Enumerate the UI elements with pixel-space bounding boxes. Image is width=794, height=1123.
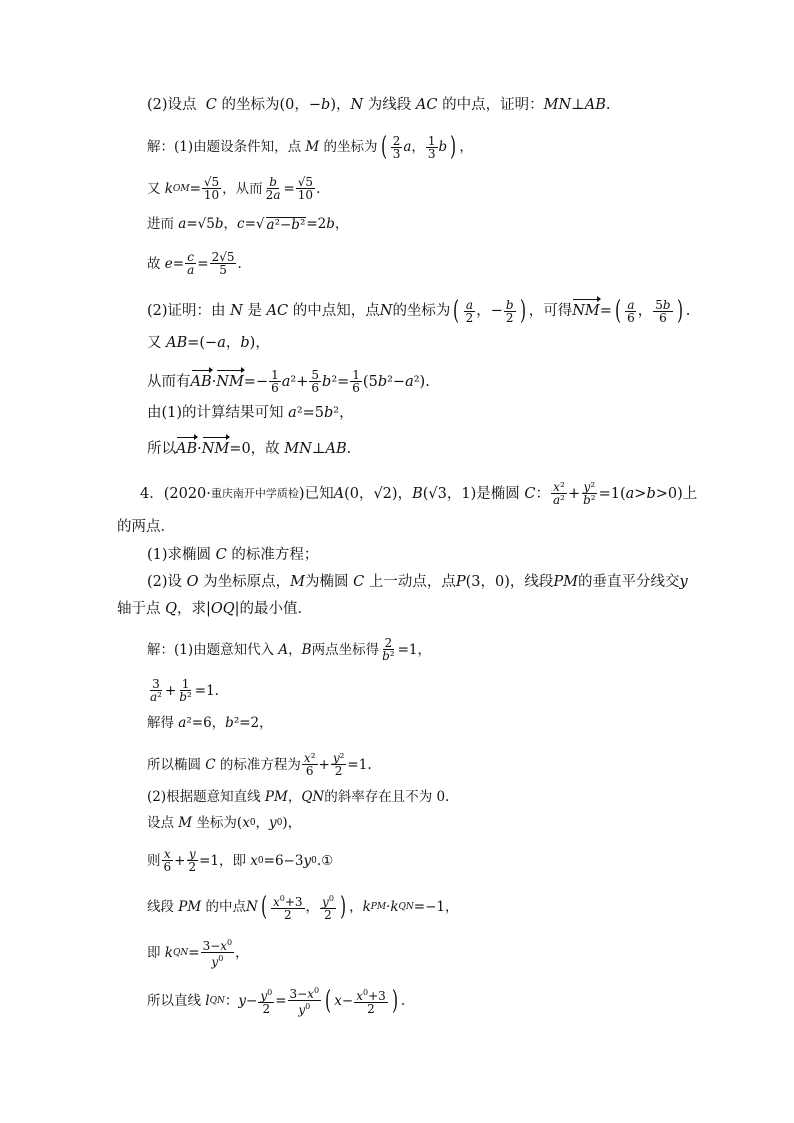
text-line: 解得 a ²=6， b ²=2， [147,715,273,731]
text-line: 则 $\frac{x}{6}$ + $\frac{y}{2}$ =1，即 x 0 =6−3 y 0 .① [147,847,334,874]
text-line: 的两点． [117,519,175,535]
text-line: 即 k QN = $\frac{3-x^0}{y^0}$ ， [147,938,249,969]
text-line: 线段 PM 的中点 N ( $\frac{x^0+3}{2}$ ， $\frac{y^0}{2}$ ) ， k PM · k QN =−1， [147,892,459,922]
text-line: 轴于点 Q ，求| OQ |的最小值． [117,601,313,617]
text-line: 设点 M 坐标为( x 0 ， y 0 )， [147,815,302,831]
text-line: 所以 AB · NM =0，故 MN ⊥ AB . [147,441,352,457]
text-line: 进而 a =√5 b ， c =√ a²−b² =2 b ， [147,216,349,233]
text-line: (2)根据题意知直线 PM ， QN 的斜率存在且不为 0. [147,789,450,805]
text-line: 从而有 AB · NM =− $\frac{1}{6}$ a ²+ $\frac{5}{6}$ b ²= $\frac{1}{6}$ (5 b ²− a ²). [147,368,430,395]
text-line: 解：(1)由题意知代入 A ， B 两点坐标得 $\frac{2}{\text{b²}}$ =1， [147,636,431,663]
text-line: 故 e = $\frac{c}{a}$ = $\frac{2√5}{5}$ . [147,250,242,277]
text-line: 所以直线 l QN ： y − $\frac{y^0}{2}$ = $\frac{3-x^0}{y^0}$ ( x − $\frac{x^0+3}{2}$ ) . [147,985,406,1017]
text-line: 由(1)的计算结果可知 a ²=5 b ²， [147,405,354,421]
text-line: 所以椭圆 C 的标准方程为 $\frac{\text{x²}}{6}$ + $\frac{\text{y²}}{2}$ =1. [147,751,372,778]
text-line: 解：(1)由题设条件知，点 M 的坐标为 ( $\frac{2}{3}$ a ， $\frac{1}{3}$ b ) ， [147,132,473,162]
text-line: 又 AB =(− a ， b )， [147,335,270,351]
problem-4-line: 4．(2020· 重庆南开中学质检 )已知 A (0，√2)， B (√3，1)是椭圆 C ： $\frac{\text{x²}}{\text{a²}}$ + $\frac{\text{y²}}{\text{b²}}$ =1( a > b >0)上 [140,480,698,507]
text-line: (2)设 O 为坐标原点， M 为椭圆 C 上一动点，点 P (3，0)，线段 PM 的垂直平分线交 y [147,574,688,590]
text-line [147,96,611,114]
text-line: $\frac{3}{\text{a²}}$ + $\frac{1}{\text{b²}}$ =1. [150,677,219,704]
text-line: 又 k OM = $\frac{√5}{10}$ ，从而 $\frac{b}{2a}$ = $\frac{√5}{10}$ . [147,175,321,202]
line-content: (2)设点 C 的坐标为(0，−b)，N 为线段 AC 的中点，证明：MN⊥AB. [147,97,611,113]
text-line: (1)求椭圆 C 的标准方程； [147,547,319,563]
text-line: (2)证明：由 N 是 AC 的中点知，点 N 的坐标为 ( $\frac{a}{2}$ ，− $\frac{b}{2}$ ) ，可得 NM = ( $\frac{a}{6}$ ， $\frac{5b}{6}$ ) . [147,296,691,326]
